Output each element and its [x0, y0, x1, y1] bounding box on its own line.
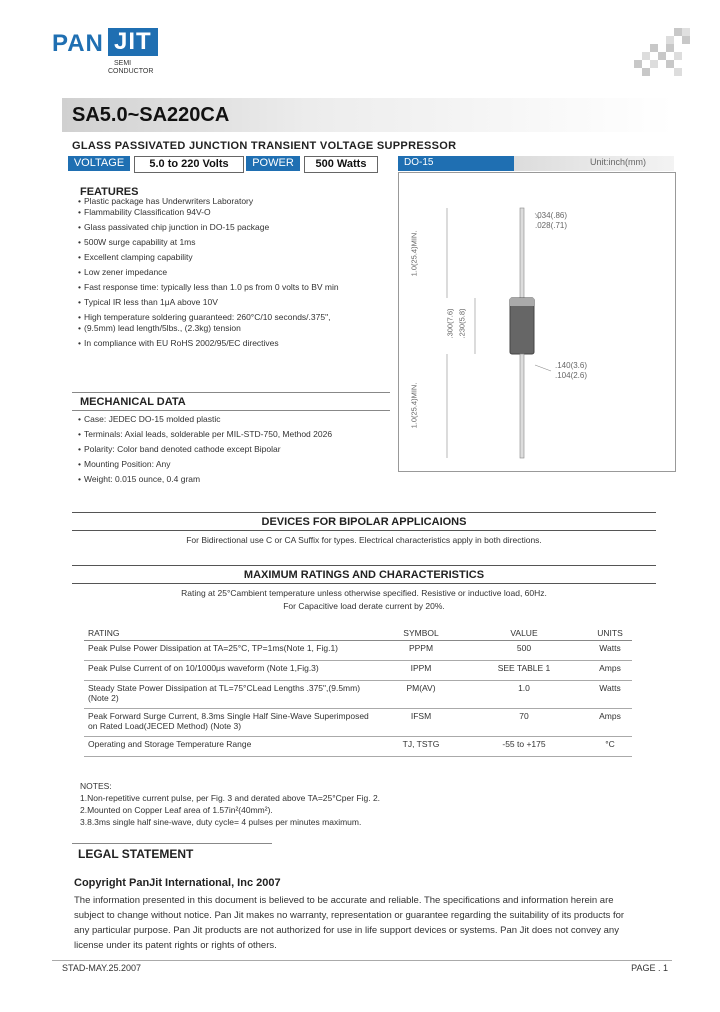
legal-divider	[72, 843, 272, 844]
dim-body-dia-2: .104(2.6)	[555, 371, 588, 380]
power-label: POWER	[246, 156, 300, 171]
table-row	[84, 709, 632, 737]
note-item: 3.8.3ms single half sine-wave, duty cycle= 4 pulses per minutes maximum.	[80, 817, 362, 827]
package-name: DO-15	[404, 157, 434, 168]
cell-symbol: PPPM	[382, 641, 460, 661]
cell-value: 500	[460, 641, 588, 661]
mechanical-heading: MECHANICAL DATA	[80, 396, 186, 408]
table-row	[84, 641, 632, 661]
table-row	[84, 737, 632, 757]
decorative-dots	[630, 28, 690, 84]
list-item: • Fast response time: typically less than 1.0 ps from 0 volts to BV min	[78, 282, 378, 293]
logo-sub-2: CONDUCTOR	[108, 68, 154, 75]
list-item: • Terminals: Axial leads, solderable per MIL-STD-750, Method 2026	[78, 429, 388, 440]
bipolar-text: For Bidirectional use C or CA Suffix for types. Electrical characteristics apply in both directions.	[186, 535, 542, 545]
list-item: • High temperature soldering guaranteed: 260°C/10 seconds/.375",	[78, 312, 378, 323]
cell-symbol: IPPM	[382, 661, 460, 681]
cell-symbol: IFSM	[382, 709, 460, 737]
note-item: 1.Non-repetitive current pulse, per Fig. 3 and derated above TA=25°Cper Fig. 2.	[80, 793, 381, 803]
cell-units: Amps	[588, 709, 632, 737]
header-symbol: SYMBOL	[382, 626, 460, 641]
ratings-heading: MAXIMUM RATINGS AND CHARACTERISTICS	[243, 569, 485, 581]
list-item: • Flammability Classification 94V-O	[78, 207, 378, 218]
list-item: • Mounting Position: Any	[78, 459, 388, 470]
power-value: 500 Watts	[304, 156, 378, 173]
list-item: • Weight: 0.015 ounce, 0.4 gram	[78, 474, 388, 485]
table-row	[84, 681, 632, 709]
cell-units: Amps	[588, 661, 632, 681]
list-item: • 500W surge capability at 1ms	[78, 237, 378, 248]
dim-lead-dia-2: .028(.71)	[535, 221, 568, 230]
footer-divider	[52, 960, 672, 961]
mech-divider	[72, 392, 390, 393]
cell-value: 70	[460, 709, 588, 737]
dim-lead-dia-1: .034(.86)	[535, 211, 568, 220]
list-item: • Typical IR less than 1μA above 10V	[78, 297, 378, 308]
list-item: • Case: JEDEC DO-15 molded plastic	[78, 414, 388, 425]
list-item: • Polarity: Color band denoted cathode except Bipolar	[78, 444, 388, 455]
footer-right: PAGE . 1	[631, 963, 668, 973]
header-units: UNITS	[588, 626, 632, 641]
mech-divider-2	[72, 410, 390, 411]
cell-value: SEE TABLE 1	[460, 661, 588, 681]
legal-heading: LEGAL STATEMENT	[78, 847, 194, 861]
list-item: • Glass passivated chip junction in DO-15 package	[78, 222, 378, 233]
dim-lead-len-bot: 1.0(25.4)MIN.	[409, 382, 419, 429]
dim-body-len-1: .300(7.6)	[445, 308, 455, 339]
logo-subtitle	[108, 60, 153, 76]
cell-symbol: PM(AV)	[382, 681, 460, 709]
list-item: • In compliance with EU RoHS 2002/95/EC directives	[78, 338, 378, 349]
copyright: Copyright PanJit International, Inc 2007	[74, 877, 281, 889]
cell-units: °C	[588, 737, 632, 757]
header-rating: RATING	[84, 626, 382, 641]
list-item: • Plastic package has Underwriters Laboratory	[78, 196, 378, 207]
list-item: • (9.5mm) lead length/5lbs., (2.3kg) tension	[78, 323, 378, 334]
logo-sub-1: SEMI	[114, 60, 132, 67]
divider	[72, 583, 656, 584]
cell-value: 1.0	[460, 681, 588, 709]
divider	[72, 530, 656, 531]
features-list	[78, 196, 378, 353]
cell-rating: Peak Pulse Current of on 10/1000μs waveform (Note 1,Fig.3)	[84, 661, 382, 681]
cell-rating: Steady State Power Dissipation at TL=75°CLead Lengths .375",(9.5mm) (Note 2)	[84, 681, 382, 709]
notes-heading: NOTES:	[80, 781, 112, 791]
dim-body-len-2: .230(5.8)	[457, 308, 467, 339]
cell-units: Watts	[588, 641, 632, 661]
dim-lead-len-top: 1.0(25.4)MIN.	[409, 230, 419, 277]
cell-symbol: TJ, TSTG	[382, 737, 460, 757]
note-item: 2.Mounted on Copper Leaf area of 1.57in²(40mm²).	[80, 805, 273, 815]
header-value: VALUE	[460, 626, 588, 641]
dim-body-dia-1: .140(3.6)	[555, 361, 588, 370]
page-title: SA5.0~SA220CA	[72, 104, 230, 126]
cell-value: -55 to +175	[460, 737, 588, 757]
legal-text: The information presented in this document is believed to be accurate and reliable. The specifications and information herein are subject to change without notice. Pan Jit makes no warranty, representation or guarantee regarding the suitability of its products for any particular purpose. Pan Jit products are not authorized for use in life support devices or systems. Pan Jit does not convey any license under its patent rights or rights of others.	[74, 895, 625, 951]
table-row	[84, 661, 632, 681]
voltage-value: 5.0 to 220 Volts	[134, 156, 244, 173]
cell-rating: Peak Forward Surge Current, 8.3ms Single Half Sine-Wave Superimposed on Rated Load(JECED Method) (Note 3)	[84, 709, 382, 737]
voltage-label: VOLTAGE	[68, 156, 130, 171]
ratings-note-2: For Capacitive load derate current by 20%.	[283, 601, 445, 611]
divider	[72, 565, 656, 566]
mechanical-list	[78, 414, 388, 489]
package-unit: Unit:inch(mm)	[590, 157, 647, 167]
notes	[80, 780, 380, 828]
divider	[72, 512, 656, 513]
table-header	[84, 626, 632, 641]
ratings-table	[84, 626, 632, 757]
cell-rating: Peak Pulse Power Dissipation at TA=25°C, TP=1ms(Note 1, Fig.1)	[84, 641, 382, 661]
footer-left: STAD-MAY.25.2007	[62, 963, 142, 973]
list-item: • Excellent clamping capability	[78, 252, 378, 263]
logo-jit: JIT	[108, 28, 158, 56]
subtitle: GLASS PASSIVATED JUNCTION TRANSIENT VOLTAGE SUPPRESSOR	[72, 140, 457, 152]
ratings-note-1: Rating at 25°Cambient temperature unless otherwise specified. Resistive or inductive load, 60Hz.	[181, 588, 547, 598]
bipolar-heading: DEVICES FOR BIPOLAR APPLICAIONS	[261, 516, 467, 528]
package-drawing	[398, 172, 676, 472]
list-item: • Low zener impedance	[78, 267, 378, 278]
features-heading: FEATURES	[80, 186, 139, 198]
cell-units: Watts	[588, 681, 632, 709]
logo-pan: PAN	[52, 30, 104, 57]
cell-rating: Operating and Storage Temperature Range	[84, 737, 382, 757]
